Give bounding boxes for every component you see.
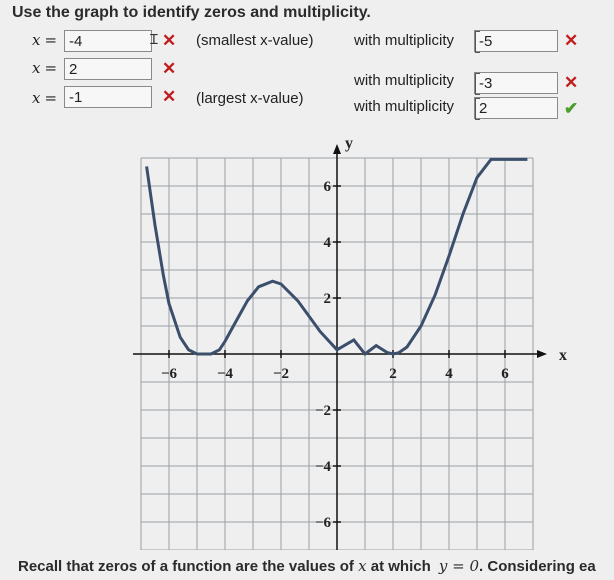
tick-labels	[161, 135, 567, 531]
smallest-note: (smallest x-value)	[196, 32, 314, 49]
x-tick-label: 6	[501, 366, 509, 382]
bracket-left	[475, 31, 480, 53]
function-graph	[0, 130, 614, 550]
root-input-1[interactable]: -4	[64, 30, 152, 52]
incorrect-icon: ✕	[162, 59, 177, 78]
zero-row-1	[0, 30, 614, 56]
x-tick-label: −6	[160, 366, 178, 382]
y-axis-arrow	[333, 144, 341, 154]
multiplicity-label: with multiplicity	[354, 72, 455, 89]
y-tick-label: 6	[323, 179, 331, 195]
recall-prefix: Recall that zeros of a function are the values of	[18, 558, 354, 575]
text-cursor-icon: Ɪ	[150, 31, 158, 47]
x-label: x =	[32, 59, 58, 77]
multiplicity-input-1[interactable]	[474, 30, 558, 52]
x-tick-label: 2	[389, 366, 397, 382]
recall-equation: y = 0	[438, 557, 480, 575]
y-tick-label: −2	[314, 403, 331, 419]
x-axis-label: x	[559, 347, 567, 364]
recall-mid: at which	[370, 558, 431, 575]
multiplicity-value: -3	[479, 75, 493, 92]
y-tick-label: 2	[323, 291, 331, 307]
recall-text	[18, 557, 596, 575]
x-tick-label: −2	[272, 366, 290, 382]
x-label: x =	[32, 89, 58, 107]
y-tick-label: 4	[323, 235, 331, 251]
root-input-2[interactable]: 2	[64, 58, 152, 80]
multiplicity-input-3[interactable]	[474, 97, 558, 119]
multiplicity-label: with multiplicity	[354, 98, 455, 115]
incorrect-icon: ✕	[564, 31, 579, 50]
x-axis-arrow	[537, 350, 547, 358]
y-tick-label: −4	[314, 459, 331, 475]
root-input-3[interactable]: -1	[64, 86, 152, 108]
incorrect-icon: ✕	[162, 31, 177, 50]
instructions: Use the graph to identify zeros and multiplicity.	[12, 4, 371, 21]
y-axis-label: y	[345, 135, 353, 152]
largest-note: (largest x-value)	[196, 90, 304, 107]
multiplicity-value: -5	[479, 33, 493, 50]
x-tick-label: −4	[216, 366, 234, 382]
incorrect-icon: ✕	[162, 87, 177, 106]
zero-row-3	[0, 86, 614, 118]
y-tick-label: −6	[314, 515, 331, 531]
zero-row-2	[0, 58, 614, 92]
recall-var: x	[358, 557, 367, 575]
multiplicity-value: 2	[479, 100, 488, 117]
correct-icon: ✔	[564, 99, 579, 118]
multiplicity-label: with multiplicity	[354, 32, 455, 49]
bracket-left	[475, 98, 480, 120]
recall-suffix: . Considering ea	[479, 558, 596, 575]
x-tick-label: 4	[445, 366, 453, 382]
x-label: x =	[32, 31, 58, 49]
incorrect-icon: ✕	[564, 73, 579, 92]
